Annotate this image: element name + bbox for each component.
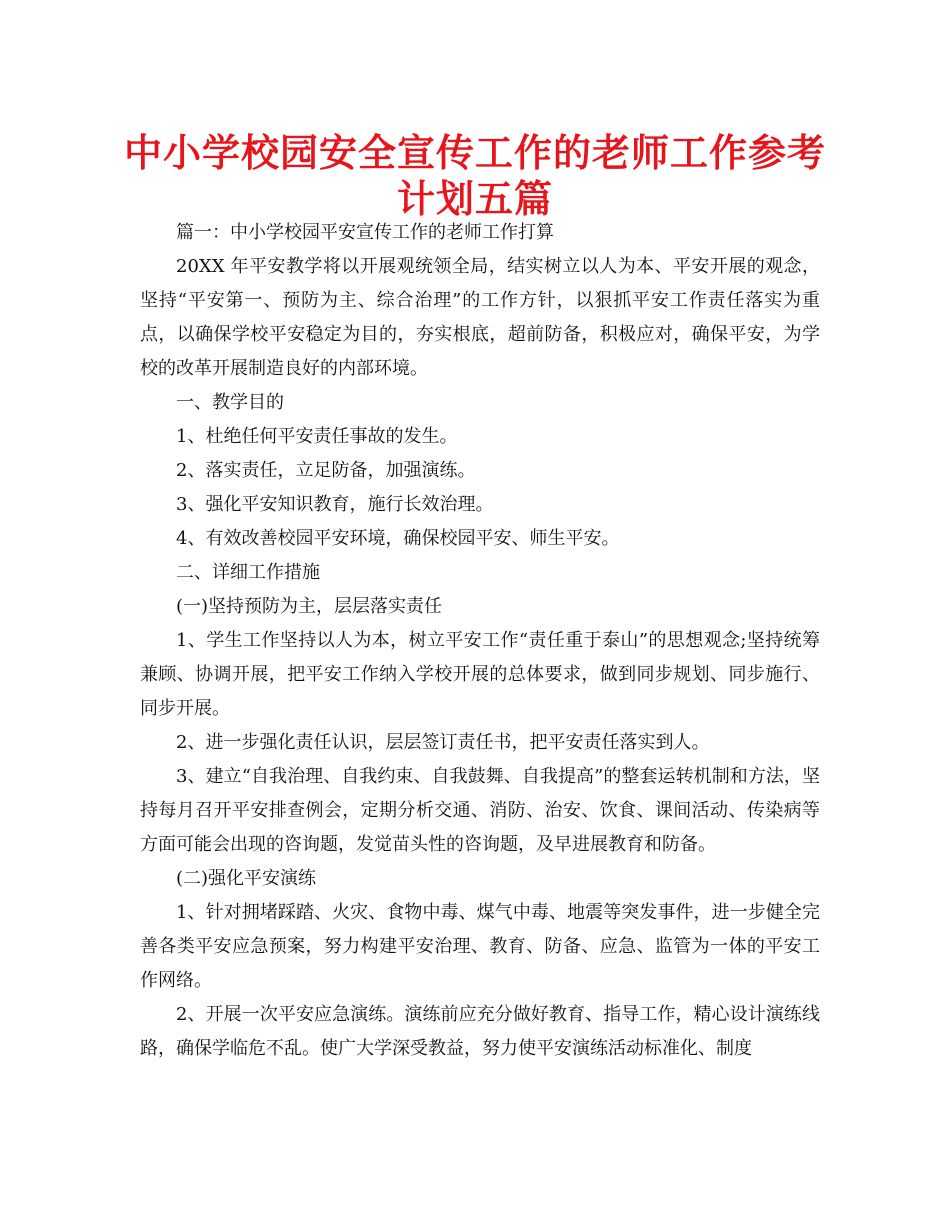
intro-paragraph: 20XX 年平安教学将以开展观统领全局，结实树立以人为本、平安开展的观念，坚持“平安第一、预防为主、综合治理”的工作方针，以狠抓平安工作责任落实为重点，以确保学校平安稳定为目的，夯实根底，超前防备，积极应对，确保平安，为学校的改革开展制造良好的内部环境。 (140, 256, 820, 379)
document-body (140, 216, 820, 1066)
measure-item-2: 2、进一步强化责任认识，层层签订责任书，把平安责任落实到人。 (176, 732, 710, 753)
subheading-drills: (二)强化平安演练 (176, 868, 317, 889)
section-heading-part-one: 篇一：中小学校园平安宣传工作的老师工作打算 (176, 222, 554, 243)
subheading-prevention: (一)坚持预防为主，层层落实责任 (176, 596, 443, 617)
measure-item-3: 3、建立“自我治理、自我约束、自我鼓舞、自我提高”的整套运转机制和方法，坚持每月召开平安排查例会，定期分析交通、消防、治安、饮食、课间活动、传染病等方面可能会出现的咨询题，发觉苗头性的咨询题，及早进展教育和防备。 (140, 766, 820, 855)
heading-teaching-goals: 一、教学目的 (176, 392, 284, 413)
heading-work-measures: 二、详细工作措施 (176, 562, 320, 583)
drill-item-1: 1、针对拥堵踩踏、火灾、食物中毒、煤气中毒、地震等突发事件，进一步健全完善各类平安应急预案，努力构建平安治理、教育、防备、应急、监管为一体的平安工作网络。 (140, 902, 820, 991)
title-line-1: 中小学校园安全宣传工作的老师工作参考 (123, 131, 826, 175)
goal-item-4: 4、有效改善校园平安环境，确保校园平安、师生平安。 (176, 528, 620, 549)
goal-item-3: 3、强化平安知识教育，施行长效治理。 (176, 494, 494, 515)
title-line-2: 计划五篇 (396, 177, 553, 221)
goal-item-1: 1、杜绝任何平安责任事故的发生。 (176, 426, 458, 447)
goal-item-2: 2、落实责任，立足防备，加强演练。 (176, 460, 476, 481)
measure-item-1: 1、学生工作坚持以人为本，树立平安工作“责任重于泰山”的思想观念;坚持统筹兼顾、协调开展，把平安工作纳入学校开展的总体要求，做到同步规划、同步施行、同步开展。 (140, 630, 820, 719)
drill-item-2: 2、开展一次平安应急演练。演练前应充分做好教育、指导工作，精心设计演练线路，确保学临危不乱。使广大学深受教益，努力使平安演练活动标准化、制度 (140, 1004, 820, 1059)
document-title (120, 130, 830, 222)
